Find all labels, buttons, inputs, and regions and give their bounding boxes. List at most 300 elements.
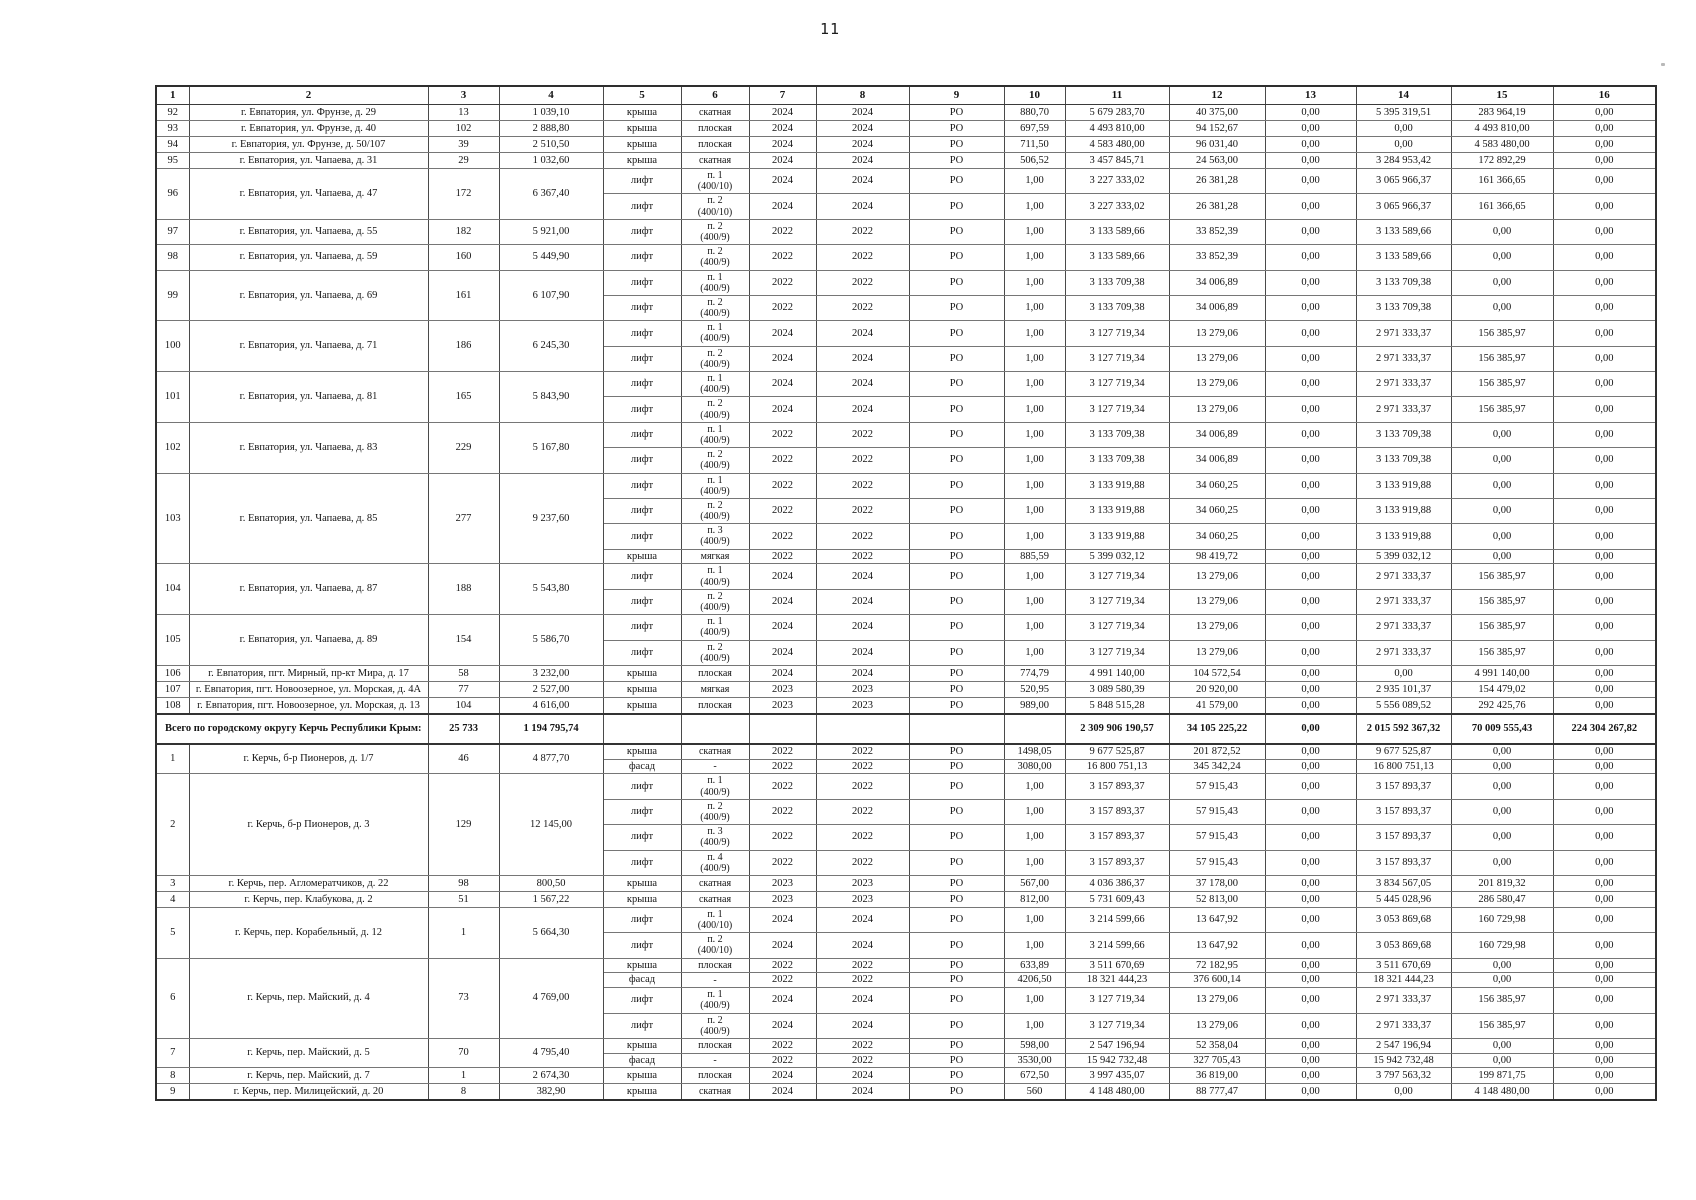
row-number-cell: 1 — [156, 744, 189, 774]
cost-col14-cell: 3 053 869,68 — [1356, 907, 1451, 932]
cost-col14-cell: 5 556 089,52 — [1356, 697, 1451, 714]
volume-cell: 1,00 — [1004, 774, 1065, 799]
org-cell: РО — [909, 549, 1004, 564]
cost-col14-cell: 3 157 893,37 — [1356, 774, 1451, 799]
cost-col13-cell: 0,00 — [1265, 825, 1356, 850]
total-cost-cell: 3 127 719,34 — [1065, 564, 1169, 589]
address-cell: г. Евпатория, ул. Чапаева, д. 59 — [189, 245, 428, 270]
volume-cell: 1,00 — [1004, 169, 1065, 194]
total-cost-cell: 5 399 032,12 — [1065, 549, 1169, 564]
work-kind-cell — [681, 697, 749, 714]
address-cell: г. Евпатория, ул. Чапаева, д. 83 — [189, 422, 428, 473]
address-cell: г. Евпатория, ул. Фрунзе, д. 40 — [189, 121, 428, 137]
row-number-cell: 105 — [156, 615, 189, 666]
work-kind-cell — [681, 615, 749, 640]
cost-col12-cell: 20 920,00 — [1169, 681, 1265, 697]
row-number-cell: 98 — [156, 245, 189, 270]
area-cell: 6 107,90 — [499, 270, 603, 321]
plan-year-cell: 2024 — [749, 121, 816, 137]
actual-year-cell: 2022 — [816, 219, 909, 244]
org-cell: РО — [909, 615, 1004, 640]
work-kind-line2: (400/9) — [700, 576, 730, 588]
work-object-cell: лифт — [603, 295, 681, 320]
cost-col14-cell: 2 971 333,37 — [1356, 988, 1451, 1013]
work-kind-cell — [681, 448, 749, 473]
cost-col15-cell: 0,00 — [1451, 958, 1553, 973]
scan-artifact — [1661, 63, 1665, 66]
cost-col15-cell: 0,00 — [1451, 524, 1553, 549]
work-kind-line2: (400/10) — [697, 206, 733, 218]
work-kind-cell — [681, 121, 749, 137]
volume-cell: 1,00 — [1004, 397, 1065, 422]
work-kind-line1: скатная — [698, 877, 732, 889]
area-cell: 5 449,90 — [499, 245, 603, 270]
cost-col14-cell: 3 053 869,68 — [1356, 933, 1451, 958]
actual-year-cell: 2024 — [816, 153, 909, 169]
total-cost-cell: 3 997 435,07 — [1065, 1068, 1169, 1084]
work-object-cell: крыша — [603, 121, 681, 137]
actual-year-cell: 2024 — [816, 907, 909, 932]
work-kind-cell — [681, 194, 749, 219]
cost-col14-cell: 2 971 333,37 — [1356, 321, 1451, 346]
summary-label-cell: Всего по городскому округу Керчь Республики Крым: — [156, 714, 428, 744]
cost-col16-cell: 0,00 — [1553, 799, 1656, 824]
cost-col14-cell: 2 971 333,37 — [1356, 640, 1451, 665]
cost-col15-cell: 156 385,97 — [1451, 615, 1553, 640]
cost-col12-cell: 33 852,39 — [1169, 245, 1265, 270]
apartments-cell: 229 — [428, 422, 499, 473]
cost-col16-cell: 0,00 — [1553, 1038, 1656, 1053]
cost-col13-cell: 0,00 — [1265, 194, 1356, 219]
cost-col14-cell: 3 133 589,66 — [1356, 219, 1451, 244]
cost-col14-cell: 3 157 893,37 — [1356, 850, 1451, 875]
plan-year-cell: 2022 — [749, 958, 816, 973]
address-cell: г. Керчь, пер. Клабукова, д. 2 — [189, 891, 428, 907]
cost-col13-cell: 0,00 — [1265, 1038, 1356, 1053]
work-kind-line2: (400/9) — [700, 536, 730, 548]
actual-year-cell: 2024 — [816, 321, 909, 346]
work-object-cell: лифт — [603, 774, 681, 799]
cost-col14-cell: 3 157 893,37 — [1356, 825, 1451, 850]
cost-col16-cell: 0,00 — [1553, 891, 1656, 907]
volume-cell: 1,00 — [1004, 448, 1065, 473]
total-cost-cell: 4 148 480,00 — [1065, 1084, 1169, 1101]
area-cell: 1 039,10 — [499, 105, 603, 121]
cost-col13-cell: 0,00 — [1265, 850, 1356, 875]
work-kind-line2: (400/9) — [700, 1000, 730, 1012]
work-kind-line2: (400/9) — [700, 384, 730, 396]
cost-col15-cell: 201 819,32 — [1451, 875, 1553, 891]
work-object-cell: фасад — [603, 973, 681, 988]
apartments-cell: 13 — [428, 105, 499, 121]
work-kind-cell — [681, 850, 749, 875]
column-number-header: 12 — [1169, 86, 1265, 105]
volume-cell: 1,00 — [1004, 799, 1065, 824]
address-cell: г. Керчь, пер. Майский, д. 5 — [189, 1038, 428, 1068]
org-cell: РО — [909, 169, 1004, 194]
org-cell: РО — [909, 564, 1004, 589]
total-cost-cell: 3 127 719,34 — [1065, 640, 1169, 665]
cost-col13-cell: 0,00 — [1265, 973, 1356, 988]
cost-col15-cell: 160 729,98 — [1451, 907, 1553, 932]
plan-year-cell: 2024 — [749, 372, 816, 397]
actual-year-cell: 2024 — [816, 640, 909, 665]
cost-col13-cell: 0,00 — [1265, 448, 1356, 473]
plan-year-cell: 2022 — [749, 774, 816, 799]
cost-col14-cell: 0,00 — [1356, 665, 1451, 681]
work-object-cell: лифт — [603, 850, 681, 875]
summary-empty-cell — [909, 714, 1004, 744]
cost-col12-cell: 94 152,67 — [1169, 121, 1265, 137]
work-object-cell: лифт — [603, 245, 681, 270]
work-kind-line1: п. 2 — [707, 1014, 723, 1026]
work-kind-line1: - — [713, 1054, 717, 1066]
cost-col14-cell: 2 971 333,37 — [1356, 564, 1451, 589]
cost-col13-cell: 0,00 — [1265, 1013, 1356, 1038]
column-number-header: 13 — [1265, 86, 1356, 105]
plan-year-cell: 2024 — [749, 137, 816, 153]
cost-col14-cell: 3 133 919,88 — [1356, 498, 1451, 523]
cost-col16-cell: 0,00 — [1553, 169, 1656, 194]
summary-empty-cell — [681, 714, 749, 744]
cost-col12-cell: 34 060,25 — [1169, 524, 1265, 549]
plan-year-cell: 2024 — [749, 169, 816, 194]
cost-col13-cell: 0,00 — [1265, 397, 1356, 422]
cost-col15-cell: 0,00 — [1451, 850, 1553, 875]
work-object-cell: крыша — [603, 875, 681, 891]
cost-col15-cell: 161 366,65 — [1451, 194, 1553, 219]
cost-col16-cell: 0,00 — [1553, 933, 1656, 958]
work-kind-line1: плоская — [698, 122, 732, 134]
volume-cell: 880,70 — [1004, 105, 1065, 121]
work-kind-line1: п. 2 — [707, 800, 723, 812]
apartments-cell: 161 — [428, 270, 499, 321]
cost-col15-cell: 156 385,97 — [1451, 589, 1553, 614]
cost-col16-cell: 0,00 — [1553, 825, 1656, 850]
cost-col13-cell: 0,00 — [1265, 744, 1356, 759]
cost-col14-cell: 2 971 333,37 — [1356, 589, 1451, 614]
cost-col14-cell: 0,00 — [1356, 1084, 1451, 1101]
address-cell: г. Керчь, пер. Корабельный, д. 12 — [189, 907, 428, 958]
table-row — [156, 219, 1656, 244]
address-cell: г. Евпатория, ул. Чапаева, д. 55 — [189, 219, 428, 244]
work-kind-line1: п. 1 — [707, 616, 723, 628]
cost-col14-cell: 2 971 333,37 — [1356, 372, 1451, 397]
row-number-cell: 107 — [156, 681, 189, 697]
total-cost-cell: 2 547 196,94 — [1065, 1038, 1169, 1053]
cost-col13-cell: 0,00 — [1265, 245, 1356, 270]
total-cost-cell: 3 127 719,34 — [1065, 615, 1169, 640]
actual-year-cell: 2024 — [816, 105, 909, 121]
work-kind-cell — [681, 958, 749, 973]
cost-col16-cell: 0,00 — [1553, 524, 1656, 549]
address-cell: г. Керчь, пер. Майский, д. 4 — [189, 958, 428, 1038]
plan-year-cell: 2022 — [749, 759, 816, 774]
org-cell: РО — [909, 973, 1004, 988]
work-kind-line2: (400/9) — [700, 652, 730, 664]
work-kind-line2: (400/10) — [697, 945, 733, 957]
area-cell: 5 843,90 — [499, 372, 603, 423]
work-object-cell: крыша — [603, 549, 681, 564]
row-number-cell: 92 — [156, 105, 189, 121]
volume-cell: 3530,00 — [1004, 1053, 1065, 1068]
work-kind-line1: плоская — [698, 959, 732, 971]
org-cell: РО — [909, 799, 1004, 824]
total-cost-cell: 4 036 386,37 — [1065, 875, 1169, 891]
work-kind-cell — [681, 473, 749, 498]
work-kind-cell — [681, 169, 749, 194]
org-cell: РО — [909, 498, 1004, 523]
plan-year-cell: 2022 — [749, 825, 816, 850]
volume-cell: 1,00 — [1004, 615, 1065, 640]
column-number-header: 3 — [428, 86, 499, 105]
cost-col12-cell: 52 813,00 — [1169, 891, 1265, 907]
cost-col16-cell: 0,00 — [1553, 1084, 1656, 1101]
cost-col12-cell: 13 279,06 — [1169, 589, 1265, 614]
apartments-cell: 165 — [428, 372, 499, 423]
address-cell: г. Евпатория, пгт. Новоозерное, ул. Морская, д. 4А — [189, 681, 428, 697]
table-row — [156, 1084, 1656, 1101]
cost-col16-cell: 0,00 — [1553, 121, 1656, 137]
cost-col15-cell: 0,00 — [1451, 498, 1553, 523]
cost-col12-cell: 13 279,06 — [1169, 346, 1265, 371]
plan-year-cell: 2022 — [749, 219, 816, 244]
work-kind-cell — [681, 774, 749, 799]
cost-col16-cell: 0,00 — [1553, 448, 1656, 473]
work-object-cell: крыша — [603, 958, 681, 973]
cost-col12-cell: 57 915,43 — [1169, 774, 1265, 799]
plan-year-cell: 2023 — [749, 875, 816, 891]
actual-year-cell: 2022 — [816, 744, 909, 759]
apartments-cell: 70 — [428, 1038, 499, 1068]
cost-col14-cell: 5 395 319,51 — [1356, 105, 1451, 121]
work-kind-line2: (400/10) — [697, 181, 733, 193]
table-row — [156, 169, 1656, 194]
row-number-cell: 102 — [156, 422, 189, 473]
row-number-cell: 7 — [156, 1038, 189, 1068]
cost-col16-cell: 0,00 — [1553, 774, 1656, 799]
plan-year-cell: 2023 — [749, 891, 816, 907]
table-row — [156, 105, 1656, 121]
actual-year-cell: 2023 — [816, 891, 909, 907]
work-kind-cell — [681, 681, 749, 697]
work-kind-line1: скатная — [698, 893, 732, 905]
total-cost-cell: 5 679 283,70 — [1065, 105, 1169, 121]
address-cell: г. Евпатория, ул. Чапаева, д. 47 — [189, 169, 428, 220]
cost-col14-cell: 0,00 — [1356, 121, 1451, 137]
cost-col14-cell: 3 797 563,32 — [1356, 1068, 1451, 1084]
work-object-cell: лифт — [603, 524, 681, 549]
summary-v15-cell: 70 009 555,43 — [1451, 714, 1553, 744]
row-number-cell: 103 — [156, 473, 189, 564]
cost-col14-cell: 3 065 966,37 — [1356, 169, 1451, 194]
area-cell: 9 237,60 — [499, 473, 603, 564]
work-kind-line1: скатная — [698, 746, 732, 758]
cost-col13-cell: 0,00 — [1265, 799, 1356, 824]
work-object-cell: лифт — [603, 640, 681, 665]
cost-col15-cell: 154 479,02 — [1451, 681, 1553, 697]
cost-col16-cell: 0,00 — [1553, 245, 1656, 270]
cost-col16-cell: 0,00 — [1553, 1053, 1656, 1068]
address-cell: г. Керчь, пер. Милицейский, д. 20 — [189, 1084, 428, 1101]
report-table-body — [156, 105, 1656, 1101]
actual-year-cell: 2024 — [816, 589, 909, 614]
table-row — [156, 121, 1656, 137]
area-cell: 4 877,70 — [499, 744, 603, 774]
cost-col13-cell: 0,00 — [1265, 473, 1356, 498]
org-cell: РО — [909, 589, 1004, 614]
cost-col16-cell: 0,00 — [1553, 1068, 1656, 1084]
org-cell: РО — [909, 1053, 1004, 1068]
cost-col14-cell: 2 971 333,37 — [1356, 1013, 1451, 1038]
column-number-header: 8 — [816, 86, 909, 105]
cost-col16-cell: 0,00 — [1553, 973, 1656, 988]
summary-empty-cell — [749, 714, 816, 744]
work-object-cell: крыша — [603, 1038, 681, 1053]
total-cost-cell: 4 493 810,00 — [1065, 121, 1169, 137]
volume-cell: 1,00 — [1004, 640, 1065, 665]
cost-col13-cell: 0,00 — [1265, 422, 1356, 447]
address-cell: г. Евпатория, ул. Фрунзе, д. 50/107 — [189, 137, 428, 153]
actual-year-cell: 2023 — [816, 875, 909, 891]
volume-cell: 1,00 — [1004, 321, 1065, 346]
plan-year-cell: 2023 — [749, 697, 816, 714]
volume-cell: 3080,00 — [1004, 759, 1065, 774]
volume-cell: 1,00 — [1004, 564, 1065, 589]
plan-year-cell: 2022 — [749, 799, 816, 824]
work-kind-line2: (400/9) — [700, 811, 730, 823]
plan-year-cell: 2024 — [749, 153, 816, 169]
work-kind-line2: (400/9) — [700, 601, 730, 613]
cost-col16-cell: 0,00 — [1553, 153, 1656, 169]
cost-col12-cell: 34 006,89 — [1169, 422, 1265, 447]
cost-col12-cell: 13 279,06 — [1169, 321, 1265, 346]
table-row — [156, 615, 1656, 640]
cost-col15-cell: 0,00 — [1451, 295, 1553, 320]
work-kind-cell — [681, 825, 749, 850]
work-kind-cell — [681, 372, 749, 397]
volume-cell: 812,00 — [1004, 891, 1065, 907]
work-object-cell: крыша — [603, 891, 681, 907]
volume-cell: 506,52 — [1004, 153, 1065, 169]
work-object-cell: лифт — [603, 372, 681, 397]
volume-cell: 1,00 — [1004, 295, 1065, 320]
summary-area-cell: 1 194 795,74 — [499, 714, 603, 744]
work-kind-line1: скатная — [698, 1086, 732, 1098]
org-cell: РО — [909, 744, 1004, 759]
cost-col13-cell: 0,00 — [1265, 372, 1356, 397]
row-number-cell: 93 — [156, 121, 189, 137]
volume-cell: 1,00 — [1004, 1013, 1065, 1038]
total-cost-cell: 3 511 670,69 — [1065, 958, 1169, 973]
cost-col13-cell: 0,00 — [1265, 1068, 1356, 1084]
cost-col14-cell: 2 971 333,37 — [1356, 397, 1451, 422]
actual-year-cell: 2022 — [816, 850, 909, 875]
cost-col12-cell: 57 915,43 — [1169, 850, 1265, 875]
volume-cell: 1,00 — [1004, 933, 1065, 958]
actual-year-cell: 2022 — [816, 1053, 909, 1068]
cost-col15-cell: 0,00 — [1451, 825, 1553, 850]
cost-col12-cell: 36 819,00 — [1169, 1068, 1265, 1084]
actual-year-cell: 2022 — [816, 958, 909, 973]
work-object-cell: лифт — [603, 473, 681, 498]
table-row — [156, 875, 1656, 891]
org-cell: РО — [909, 524, 1004, 549]
actual-year-cell: 2022 — [816, 498, 909, 523]
plan-year-cell: 2022 — [749, 524, 816, 549]
volume-cell: 1,00 — [1004, 907, 1065, 932]
work-kind-line1: п. 2 — [707, 246, 723, 258]
cost-col16-cell: 0,00 — [1553, 564, 1656, 589]
work-kind-cell — [681, 295, 749, 320]
apartments-cell: 77 — [428, 681, 499, 697]
cost-col14-cell: 3 284 953,42 — [1356, 153, 1451, 169]
cost-col13-cell: 0,00 — [1265, 346, 1356, 371]
cost-col15-cell: 4 991 140,00 — [1451, 665, 1553, 681]
area-cell: 6 245,30 — [499, 321, 603, 372]
cost-col13-cell: 0,00 — [1265, 498, 1356, 523]
volume-cell: 1498,05 — [1004, 744, 1065, 759]
actual-year-cell: 2022 — [816, 799, 909, 824]
row-number-cell: 6 — [156, 958, 189, 1038]
org-cell: РО — [909, 1013, 1004, 1038]
column-number-header: 7 — [749, 86, 816, 105]
cost-col16-cell: 0,00 — [1553, 907, 1656, 932]
plan-year-cell: 2024 — [749, 665, 816, 681]
table-row — [156, 744, 1656, 759]
cost-col12-cell: 345 342,24 — [1169, 759, 1265, 774]
work-kind-line1: п. 1 — [707, 989, 723, 1001]
work-kind-cell — [681, 346, 749, 371]
actual-year-cell: 2022 — [816, 422, 909, 447]
cost-col14-cell: 2 971 333,37 — [1356, 615, 1451, 640]
work-kind-cell — [681, 397, 749, 422]
total-cost-cell: 3 157 893,37 — [1065, 774, 1169, 799]
work-kind-cell — [681, 589, 749, 614]
area-cell: 5 543,80 — [499, 564, 603, 615]
area-cell: 5 586,70 — [499, 615, 603, 666]
total-cost-cell: 3 133 709,38 — [1065, 448, 1169, 473]
volume-cell: 633,89 — [1004, 958, 1065, 973]
apartments-cell: 39 — [428, 137, 499, 153]
row-number-cell: 4 — [156, 891, 189, 907]
row-number-cell: 9 — [156, 1084, 189, 1101]
work-kind-line2: (400/9) — [700, 231, 730, 243]
table-header — [156, 86, 1656, 105]
table-row — [156, 270, 1656, 295]
area-cell: 2 888,80 — [499, 121, 603, 137]
work-kind-line1: плоская — [698, 1070, 732, 1082]
cost-col13-cell: 0,00 — [1265, 321, 1356, 346]
cost-col16-cell: 0,00 — [1553, 681, 1656, 697]
cost-col14-cell: 15 942 732,48 — [1356, 1053, 1451, 1068]
plan-year-cell: 2024 — [749, 397, 816, 422]
row-number-cell: 100 — [156, 321, 189, 372]
volume-cell: 567,00 — [1004, 875, 1065, 891]
work-object-cell: лифт — [603, 321, 681, 346]
address-cell: г. Керчь, пер. Агломератчиков, д. 22 — [189, 875, 428, 891]
cost-col13-cell: 0,00 — [1265, 615, 1356, 640]
cost-col14-cell: 3 133 589,66 — [1356, 245, 1451, 270]
cost-col15-cell: 156 385,97 — [1451, 372, 1553, 397]
plan-year-cell: 2024 — [749, 346, 816, 371]
table-row — [156, 774, 1656, 799]
area-cell: 4 795,40 — [499, 1038, 603, 1068]
cost-col16-cell: 0,00 — [1553, 875, 1656, 891]
work-kind-line1: скатная — [698, 106, 732, 118]
cost-col13-cell: 0,00 — [1265, 697, 1356, 714]
summary-row — [156, 714, 1656, 744]
